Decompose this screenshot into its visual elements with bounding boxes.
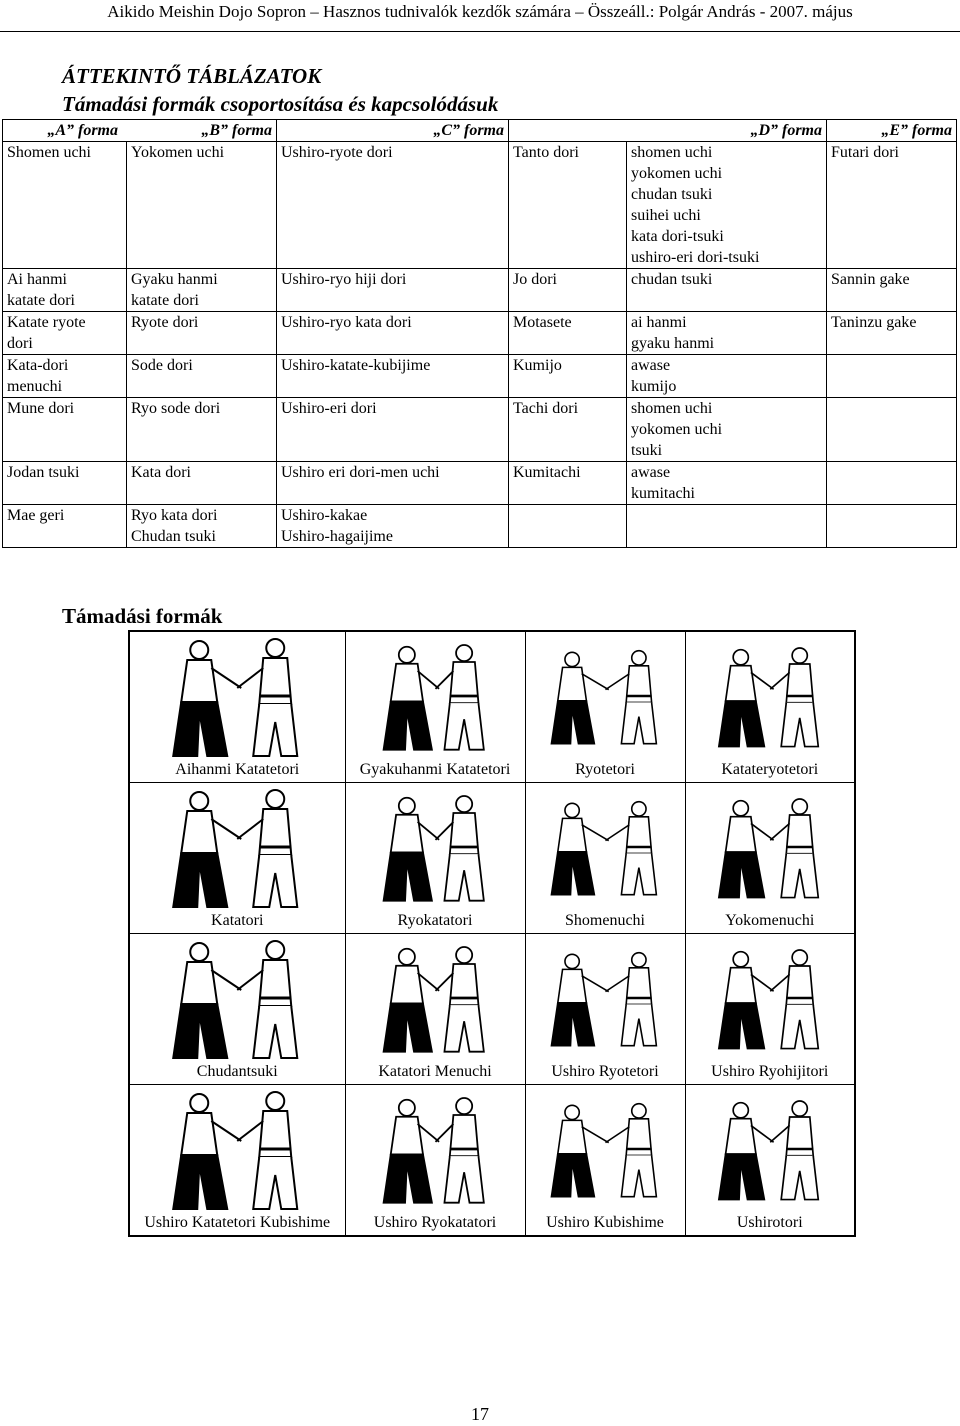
running-header: Aikido Meishin Dojo Sopron – Hasznos tudnivalók kezdők számára – Összeáll.: Polgár András - 2007. május (107, 2, 853, 21)
table-row (3, 142, 957, 269)
table-cell (827, 355, 957, 398)
table-cell: Mae geri (3, 505, 127, 548)
form-cell (525, 783, 685, 934)
form-caption: Chudantsuki (196, 1063, 278, 1080)
table-row (3, 355, 957, 398)
form-caption: Yokomenuchi (725, 912, 815, 929)
table-cell: Sode dori (127, 355, 277, 398)
form-caption: Katatori Menuchi (378, 1063, 492, 1080)
form-cell (129, 934, 345, 1085)
table-cell: Ai hanmi katate dori (3, 269, 127, 312)
table-cell: Yokomen uchi (127, 142, 277, 269)
table-row (3, 398, 957, 462)
form-caption: Gyakuhanmi Katatetori (359, 761, 511, 778)
table-row (3, 312, 957, 355)
table-cell: Katate ryote dori (3, 312, 127, 355)
table-cell (827, 505, 957, 548)
table-cell: Ushiro-ryo hiji dori (277, 269, 509, 312)
technique-illustration (686, 934, 855, 1062)
table-cell: Shomen uchi (3, 142, 127, 269)
table-header-cell: „E” forma (827, 120, 957, 142)
table-row (3, 462, 957, 505)
table-cell: Tanto dori (509, 142, 627, 269)
technique-illustration (346, 1085, 525, 1213)
table-cell: chudan tsuki (627, 269, 827, 312)
table-cell: Ushiro-ryo kata dori (277, 312, 509, 355)
table-header-row (3, 120, 957, 142)
form-cell (685, 783, 855, 934)
form-cell (525, 934, 685, 1085)
technique-illustration (686, 1085, 855, 1213)
table-cell: Taninzu gake (827, 312, 957, 355)
table-cell: Ushiro-ryote dori (277, 142, 509, 269)
form-cell (685, 631, 855, 783)
table-cell: awase kumitachi (627, 462, 827, 505)
form-cell (345, 1085, 525, 1237)
table-cell: Ushiro eri dori-men uchi (277, 462, 509, 505)
technique-illustration (130, 632, 345, 760)
technique-illustration (130, 934, 345, 1062)
forms-heading: Támadási formák (62, 604, 223, 628)
grid-row (129, 934, 855, 1085)
form-caption: Ushiro Ryotetori (551, 1063, 659, 1080)
technique-illustration (346, 632, 525, 760)
technique-illustration (130, 1085, 345, 1213)
form-caption: Katatori (211, 912, 264, 929)
table-cell: ai hanmi gyaku hanmi (627, 312, 827, 355)
table-cell: Mune dori (3, 398, 127, 462)
form-cell (129, 1085, 345, 1237)
table-cell: Motasete (509, 312, 627, 355)
form-cell (685, 1085, 855, 1237)
form-cell (345, 631, 525, 783)
technique-illustration (526, 632, 685, 760)
table-cell: Ryo kata dori Chudan tsuki (127, 505, 277, 548)
form-cell (129, 783, 345, 934)
form-cell (345, 934, 525, 1085)
table-cell (627, 505, 827, 548)
table-cell: Kata dori (127, 462, 277, 505)
technique-illustration (526, 783, 685, 911)
table-header-cell: „A” forma „B” forma (3, 120, 277, 142)
technique-illustration (686, 632, 855, 760)
table-cell: Sannin gake (827, 269, 957, 312)
form-caption: Katateryotetori (721, 761, 819, 778)
technique-illustration (686, 783, 855, 911)
form-caption: Ryotetori (575, 761, 635, 778)
technique-illustration (526, 1085, 685, 1213)
form-cell (345, 783, 525, 934)
attack-forms-table (2, 119, 957, 548)
table-cell (827, 462, 957, 505)
table-row (3, 505, 957, 548)
table-cell: Ushiro-katate-kubijime (277, 355, 509, 398)
form-caption: Shomenuchi (565, 912, 645, 929)
form-caption: Aihanmi Katatetori (175, 761, 300, 778)
page-subtitle: Támadási formák csoportosítása és kapcsolódásuk (62, 92, 499, 116)
table-cell: Ryo sode dori (127, 398, 277, 462)
table-cell: awase kumijo (627, 355, 827, 398)
page-title: ÁTTEKINTŐ TÁBLÁZATOK (62, 64, 322, 88)
technique-illustration (346, 783, 525, 911)
table-cell: Futari dori (827, 142, 957, 269)
table-cell: Ryote dori (127, 312, 277, 355)
table-cell: Kumijo (509, 355, 627, 398)
table-row (3, 269, 957, 312)
technique-illustration (346, 934, 525, 1062)
form-cell (129, 631, 345, 783)
form-cell (685, 934, 855, 1085)
table-cell (827, 398, 957, 462)
technique-illustration (130, 783, 345, 911)
table-header-cell: „C” forma (277, 120, 509, 142)
table-cell: Kumitachi (509, 462, 627, 505)
table-cell: Kata-dori menuchi (3, 355, 127, 398)
grid-row (129, 631, 855, 783)
form-caption: Ushiro Kubishime (546, 1214, 664, 1231)
form-cell (525, 631, 685, 783)
form-caption: Ryokatatori (397, 912, 473, 929)
table-cell: Ushiro-eri dori (277, 398, 509, 462)
technique-illustration (526, 934, 685, 1062)
header-rule (0, 31, 960, 32)
table-cell: Ushiro-kakae Ushiro-hagaijime (277, 505, 509, 548)
form-caption: Ushirotori (736, 1214, 803, 1231)
attack-forms-grid (128, 630, 856, 1237)
grid-row (129, 1085, 855, 1237)
grid-row (129, 783, 855, 934)
table-cell: Jo dori (509, 269, 627, 312)
table-cell: Tachi dori (509, 398, 627, 462)
table-header-cell: „D” forma (509, 120, 827, 142)
table-cell: Jodan tsuki (3, 462, 127, 505)
form-caption: Ushiro Katatetori Kubishime (144, 1214, 331, 1231)
table-cell (509, 505, 627, 548)
page-number: 17 (471, 1404, 489, 1424)
table-cell: Gyaku hanmi katate dori (127, 269, 277, 312)
form-caption: Ushiro Ryokatatori (373, 1214, 497, 1231)
form-cell (525, 1085, 685, 1237)
form-caption: Ushiro Ryohijitori (711, 1063, 829, 1080)
table-cell: shomen uchi yokomen uchi tsuki (627, 398, 827, 462)
table-cell: shomen uchi yokomen uchi chudan tsuki suihei uchi kata dori-tsuki ushiro-eri dori-tsuki (627, 142, 827, 269)
